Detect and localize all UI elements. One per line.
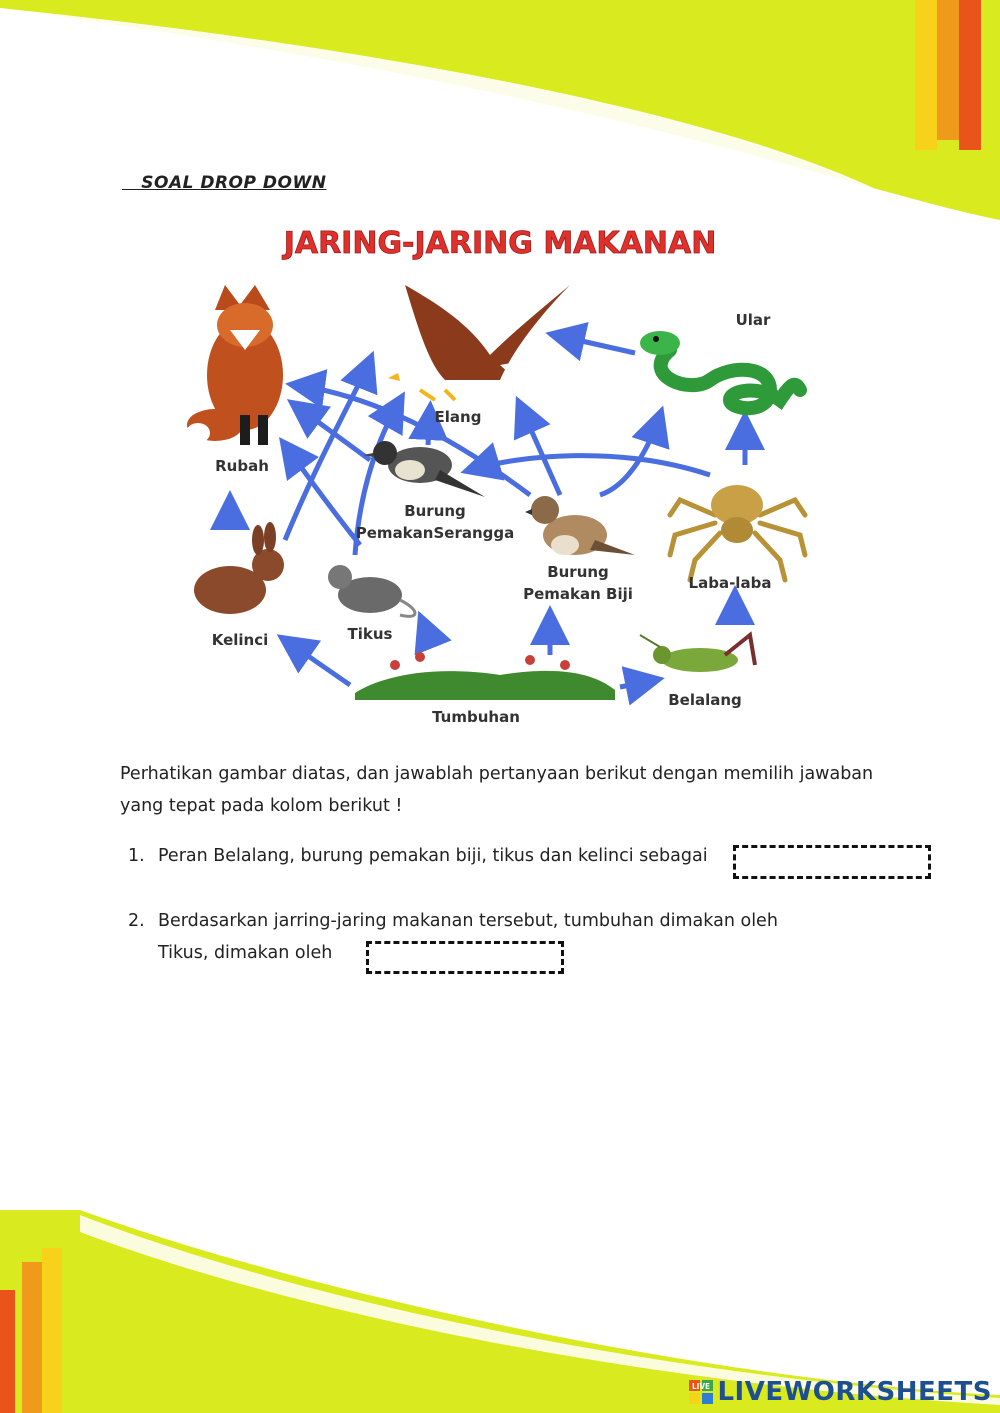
label-burung-serangga-2: PemakanSerangga <box>355 524 515 542</box>
top-stripe-orange <box>937 0 959 140</box>
spider-illustration <box>670 485 805 580</box>
arrow-tumbuhan-tikus <box>422 620 432 645</box>
liveworksheets-logo-icon <box>689 1380 713 1404</box>
bottom-stripe-orange <box>22 1262 42 1413</box>
seed-eating-bird-illustration <box>525 496 635 555</box>
label-elang: Elang <box>434 408 482 426</box>
label-belalang: Belalang <box>668 691 742 709</box>
rabbit-illustration <box>194 522 284 614</box>
arrow-labalaba-burungserangga <box>470 456 710 475</box>
snake-illustration <box>640 331 800 408</box>
question-1-text: Peran Belalang, burung pemakan biji, tikus dan kelinci sebagai <box>158 846 708 866</box>
fox-illustration <box>186 285 283 445</box>
arrow-burungserangga-rubah <box>295 405 370 460</box>
arrow-tumbuhan-belalang <box>620 680 655 687</box>
label-tikus: Tikus <box>347 625 393 643</box>
label-ular: Ular <box>735 311 771 329</box>
food-web-diagram <box>170 215 830 735</box>
label-rubah: Rubah <box>215 457 269 475</box>
plants-illustration <box>355 652 615 700</box>
label-burung-biji-2: Pemakan Biji <box>523 585 633 603</box>
instructions-text: Perhatikan gambar diatas, dan jawablah pertanyaan berikut dengan memilih jawaban yang tepat pada kolom berikut ! <box>120 764 874 816</box>
liveworksheets-wordmark: LIVEWORKSHEETS <box>717 1377 992 1407</box>
worksheet-heading: SOAL DROP DOWN <box>122 173 327 193</box>
grasshopper-illustration <box>640 635 755 672</box>
label-laba-laba: Laba-laba <box>688 574 772 592</box>
liveworksheets-brand <box>689 1377 992 1407</box>
top-stripe-red <box>959 0 981 150</box>
bottom-stripe-lime-2 <box>62 1236 82 1413</box>
question-1-answer-dropdown[interactable] <box>733 845 931 879</box>
question-1-number: 1. <box>128 846 145 866</box>
logo-letters: LIVE <box>692 1382 711 1391</box>
question-2-number: 2. <box>128 911 145 931</box>
arrow-tumbuhan-kelinci <box>285 640 350 685</box>
question-2-text-line1: Berdasarkan jarring-jaring makanan tersebut, tumbuhan dimakan oleh <box>158 911 778 931</box>
bottom-stripe-red <box>0 1290 15 1413</box>
rat-illustration <box>328 565 415 616</box>
question-1 <box>128 840 708 872</box>
label-burung-serangga-1: Burung <box>404 502 466 520</box>
label-burung-biji-1: Burung <box>547 563 609 581</box>
food-web-title: JARING-JARING MAKANAN <box>283 226 717 261</box>
question-2-answer-dropdown[interactable] <box>366 941 564 974</box>
top-stripe-yellow <box>915 0 937 150</box>
eagle-illustration <box>388 285 570 400</box>
food-web-arrows <box>230 335 745 687</box>
arrow-ular-elang <box>555 335 635 353</box>
question-2-text-line2: Tikus, dimakan oleh <box>158 943 333 963</box>
arrow-burungbiji-elang <box>520 405 560 495</box>
label-kelinci: Kelinci <box>211 631 269 649</box>
top-stripe-lime <box>981 0 1000 165</box>
bottom-stripe-yellow <box>42 1248 62 1413</box>
label-tumbuhan: Tumbuhan <box>432 708 520 726</box>
